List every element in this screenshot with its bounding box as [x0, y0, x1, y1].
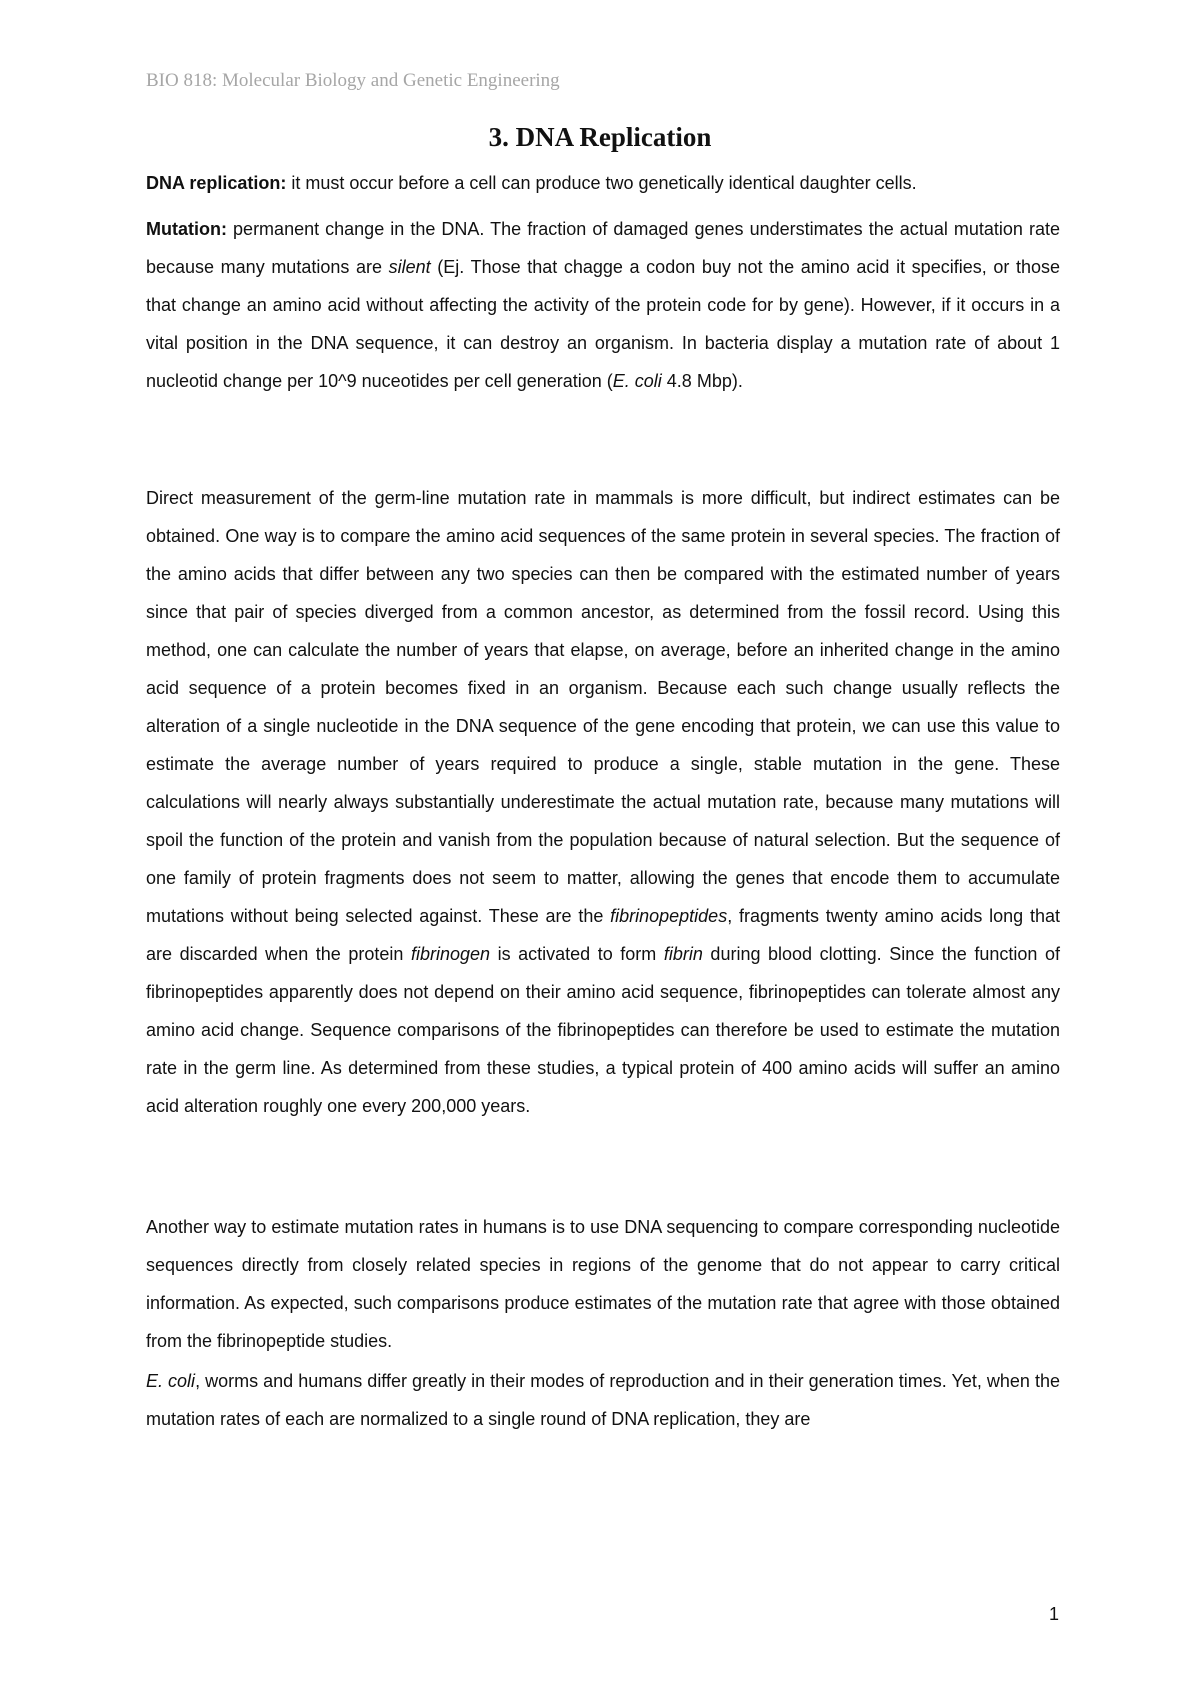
paragraph-germ-line-measurement: [146, 479, 1060, 1125]
paragraph-dna-replication: [146, 164, 1060, 202]
sequencing-text: Another way to estimate mutation rates in humans is to use DNA sequencing to compare corresponding nucleotide sequences directly from closely related species in regions of the genome that do not appear to carry critical information. As expected, such comparisons produce estimates of the mutation rate that agree with those obtained from the fibrinopeptide studies.: [146, 1217, 1060, 1351]
term-mutation: Mutation:: [146, 219, 227, 239]
paragraph-dna-sequencing: [146, 1208, 1060, 1360]
italic-fibrinogen: fibrinogen: [410, 944, 491, 964]
italic-silent: silent: [388, 257, 431, 277]
mutation-text-a: permanent change in the DNA. The fraction of damaged genes understimates the actual mutation rate because many mutations are: [146, 219, 1060, 277]
germline-text-a: Direct measurement of the germ-line mutation rate in mammals is more difficult, but indirect estimates can be obtained. One way is to compare the amino acid sequences of the same protein in several species. The fraction of the amino acids that differ between any two species can then be compared with the estimated number of years since that pair of species diverged from a common ancestor, as determined from the fossil record. Using this method, one can calculate the number of years that elapse, on average, before an inherited change in the amino acid sequence of a protein becomes fixed in an organism. Because each such change usually reflects the alteration of a single nucleotide in the DNA sequence of the gene encoding that protein, we can use this value to estimate the average number of years required to produce a single, stable mutation in the gene. These calculations will nearly always substantially underestimate the actual mutation rate, because many mutations will spoil the function of the protein and vanish from the population because of natural selection. But the sequence of one family of protein fragments does not seem to matter, allowing the genes that encode them to accumulate mutations without being selected against. These are the: [146, 488, 1060, 926]
definition-dna-replication: it must occur before a cell can produce two genetically identical daughter cells.: [286, 173, 917, 193]
mutation-text-b: (Ej. Those that chagge a codon buy not the amino acid it specifies, or those that change an amino acid without affecting the activity of the protein code for by gene). However, if it occurs in a vital position in the DNA sequence, it can destroy an organism. In bacteria display a mutation rate of about 1 nucleotid change per 10^9 nuceotides per cell generation (: [146, 257, 1060, 391]
running-header: BIO 818: Molecular Biology and Genetic Engineering: [146, 70, 560, 91]
term-dna-replication: DNA replication:: [146, 173, 287, 193]
germline-text-b: , fragments twenty amino acids long that are discarded when the protein: [146, 906, 1060, 964]
germline-text-c: is activated to form: [490, 944, 664, 964]
italic-fibrin: fibrin: [663, 944, 703, 964]
germline-text-d: during blood clotting. Since the function of fibrinopeptides apparently does not depend on their amino acid sequence, fibrinopeptides can tolerate almost any amino acid change. Sequence comparisons of the fibrinopeptides can therefore be used to estimate the mutation rate in the germ line. As determined from these studies, a typical protein of 400 amino acids will suffer an amino acid alteration roughly one every 200,000 years.: [146, 944, 1060, 1116]
italic-e-coli: E. coli: [612, 371, 662, 391]
page-title: 3. DNA Replication: [488, 122, 712, 152]
italic-e-coli-2: E. coli: [146, 1371, 196, 1391]
italic-fibrinopeptides: fibrinopeptides: [610, 906, 728, 926]
generation-text: , worms and humans differ greatly in their modes of reproduction and in their generation times. Yet, when the mutation rates of each are normalized to a single round of DNA replication, they are: [146, 1371, 1060, 1429]
page-number: 1: [1048, 1604, 1059, 1624]
paragraph-mutation: [146, 210, 1060, 400]
paragraph-generation-times: [146, 1362, 1060, 1438]
mutation-text-c: 4.8 Mbp).: [661, 371, 743, 391]
